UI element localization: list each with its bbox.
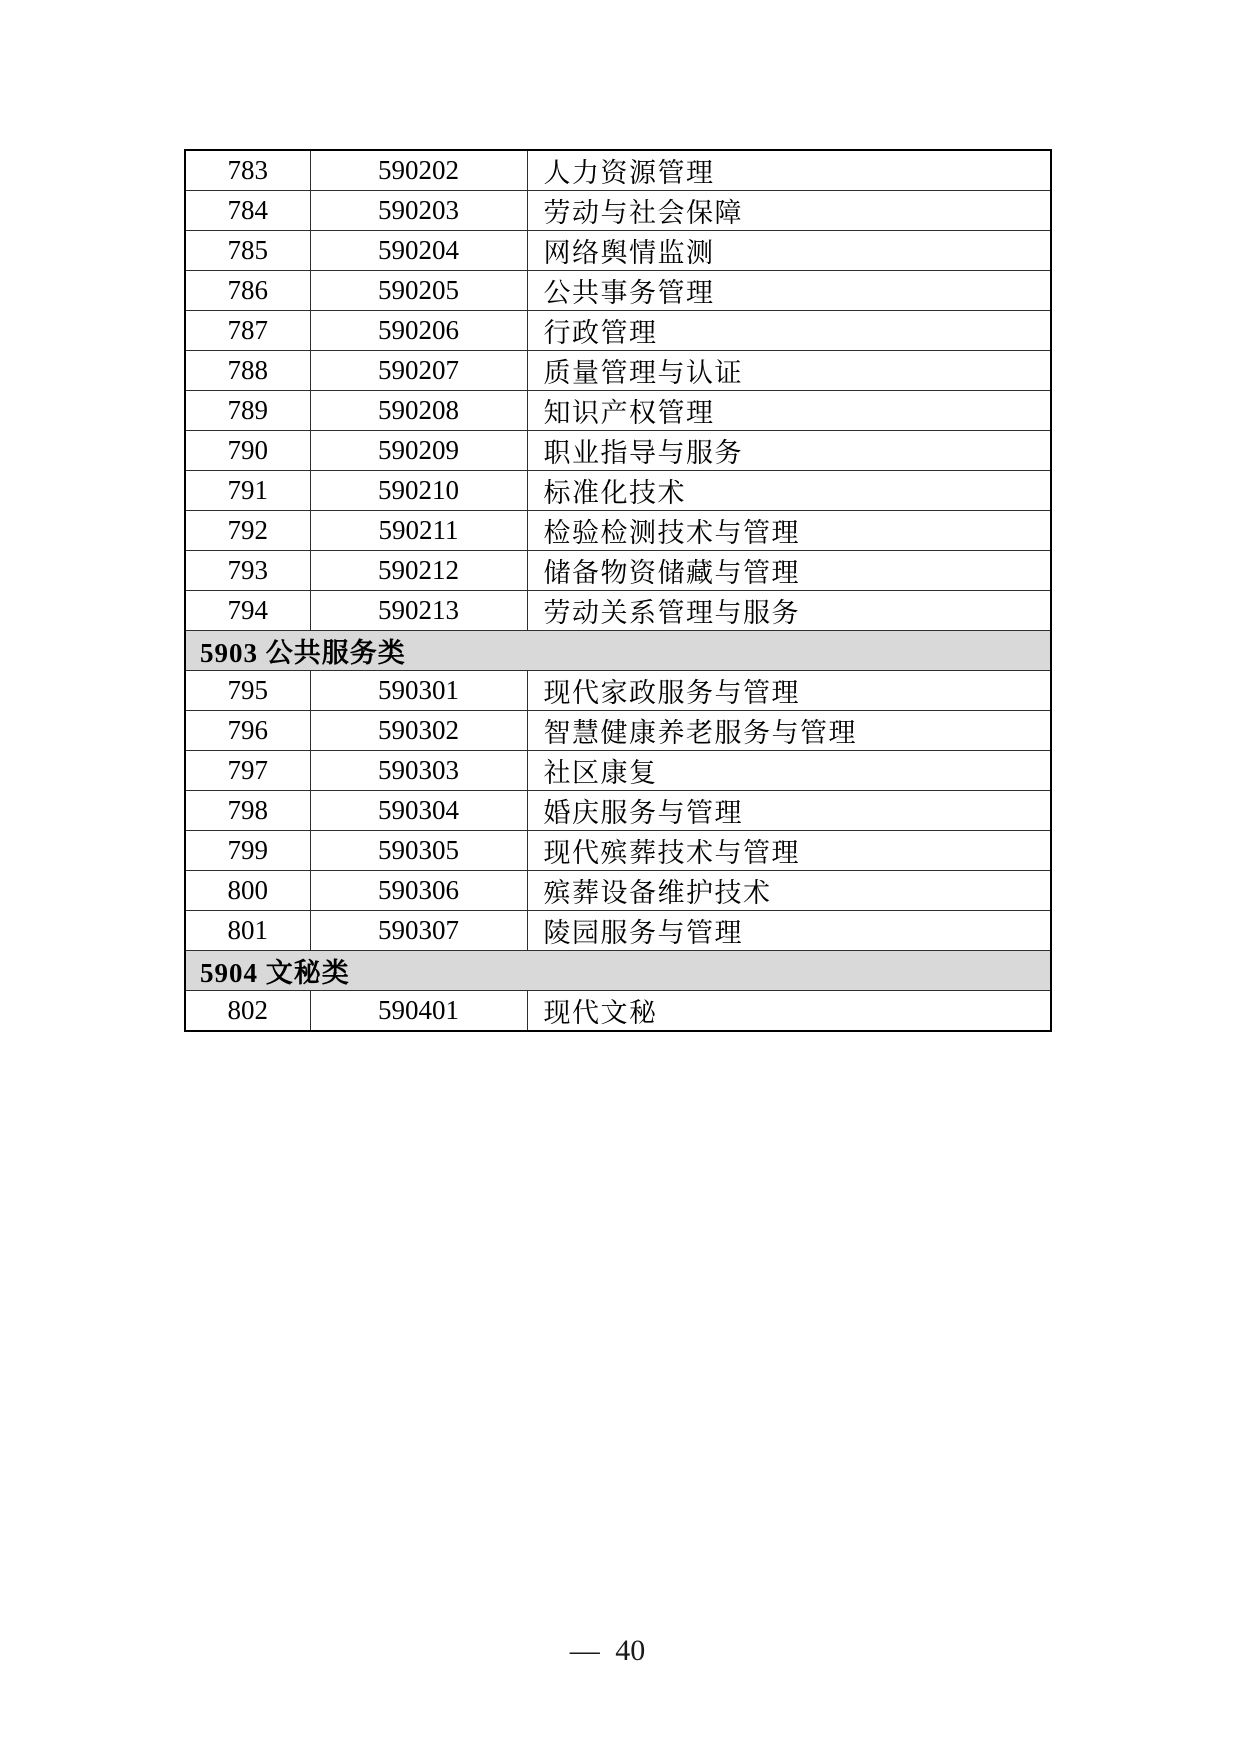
serial-cell: 790: [185, 431, 310, 471]
table-row: [185, 991, 1051, 1032]
major-name-cell: 现代文秘: [527, 991, 1051, 1032]
serial-cell: 793: [185, 551, 310, 591]
serial-cell: 792: [185, 511, 310, 551]
code-cell: 590209: [310, 431, 527, 471]
major-name-cell: 网络舆情监测: [527, 231, 1051, 271]
serial-cell: 799: [185, 831, 310, 871]
code-cell: 590304: [310, 791, 527, 831]
serial-cell: 802: [185, 991, 310, 1032]
major-name-cell: 现代殡葬技术与管理: [527, 831, 1051, 871]
table-row: [185, 791, 1051, 831]
section-header-label: 5904 文秘类: [185, 951, 1051, 991]
code-cell: 590208: [310, 391, 527, 431]
table-row: [185, 551, 1051, 591]
serial-cell: 801: [185, 911, 310, 951]
table-row: [185, 711, 1051, 751]
table-row: [185, 231, 1051, 271]
serial-cell: 786: [185, 271, 310, 311]
code-cell: 590303: [310, 751, 527, 791]
table-row: [185, 271, 1051, 311]
code-cell: 590301: [310, 671, 527, 711]
major-name-cell: 公共事务管理: [527, 271, 1051, 311]
section-header-row: [185, 951, 1051, 991]
serial-cell: 789: [185, 391, 310, 431]
page-number: — 40: [569, 1634, 646, 1667]
serial-cell: 785: [185, 231, 310, 271]
code-cell: 590305: [310, 831, 527, 871]
code-cell: 590210: [310, 471, 527, 511]
code-cell: 590302: [310, 711, 527, 751]
majors-table-body: [185, 150, 1051, 1031]
table-row: [185, 671, 1051, 711]
major-name-cell: 婚庆服务与管理: [527, 791, 1051, 831]
code-cell: 590211: [310, 511, 527, 551]
code-cell: 590212: [310, 551, 527, 591]
major-name-cell: 社区康复: [527, 751, 1051, 791]
serial-cell: 784: [185, 191, 310, 231]
table-row: [185, 831, 1051, 871]
table-row: [185, 511, 1051, 551]
table-row: [185, 191, 1051, 231]
major-name-cell: 职业指导与服务: [527, 431, 1051, 471]
major-name-cell: 检验检测技术与管理: [527, 511, 1051, 551]
table-row: [185, 751, 1051, 791]
code-cell: 590306: [310, 871, 527, 911]
serial-cell: 795: [185, 671, 310, 711]
major-name-cell: 劳动与社会保障: [527, 191, 1051, 231]
code-cell: 590307: [310, 911, 527, 951]
code-cell: 590202: [310, 150, 527, 191]
major-name-cell: 质量管理与认证: [527, 351, 1051, 391]
major-name-cell: 陵园服务与管理: [527, 911, 1051, 951]
code-cell: 590401: [310, 991, 527, 1032]
major-name-cell: 人力资源管理: [527, 150, 1051, 191]
major-name-cell: 标准化技术: [527, 471, 1051, 511]
table-row: [185, 591, 1051, 631]
serial-cell: 787: [185, 311, 310, 351]
serial-cell: 796: [185, 711, 310, 751]
table-row: [185, 150, 1051, 191]
major-name-cell: 行政管理: [527, 311, 1051, 351]
major-name-cell: 劳动关系管理与服务: [527, 591, 1051, 631]
table-row: [185, 311, 1051, 351]
major-name-cell: 知识产权管理: [527, 391, 1051, 431]
majors-table: [184, 149, 1052, 1032]
code-cell: 590207: [310, 351, 527, 391]
table-row: [185, 911, 1051, 951]
serial-cell: 783: [185, 150, 310, 191]
code-cell: 590203: [310, 191, 527, 231]
major-name-cell: 智慧健康养老服务与管理: [527, 711, 1051, 751]
section-header-label: 5903 公共服务类: [185, 631, 1051, 671]
code-cell: 590213: [310, 591, 527, 631]
code-cell: 590204: [310, 231, 527, 271]
serial-cell: 788: [185, 351, 310, 391]
code-cell: 590205: [310, 271, 527, 311]
major-name-cell: 储备物资储藏与管理: [527, 551, 1051, 591]
serial-cell: 797: [185, 751, 310, 791]
major-name-cell: 殡葬设备维护技术: [527, 871, 1051, 911]
table-row: [185, 431, 1051, 471]
serial-cell: 800: [185, 871, 310, 911]
major-name-cell: 现代家政服务与管理: [527, 671, 1051, 711]
table-row: [185, 391, 1051, 431]
table-row: [185, 871, 1051, 911]
serial-cell: 791: [185, 471, 310, 511]
serial-cell: 794: [185, 591, 310, 631]
table-row: [185, 471, 1051, 511]
section-header-row: [185, 631, 1051, 671]
serial-cell: 798: [185, 791, 310, 831]
code-cell: 590206: [310, 311, 527, 351]
table-row: [185, 351, 1051, 391]
